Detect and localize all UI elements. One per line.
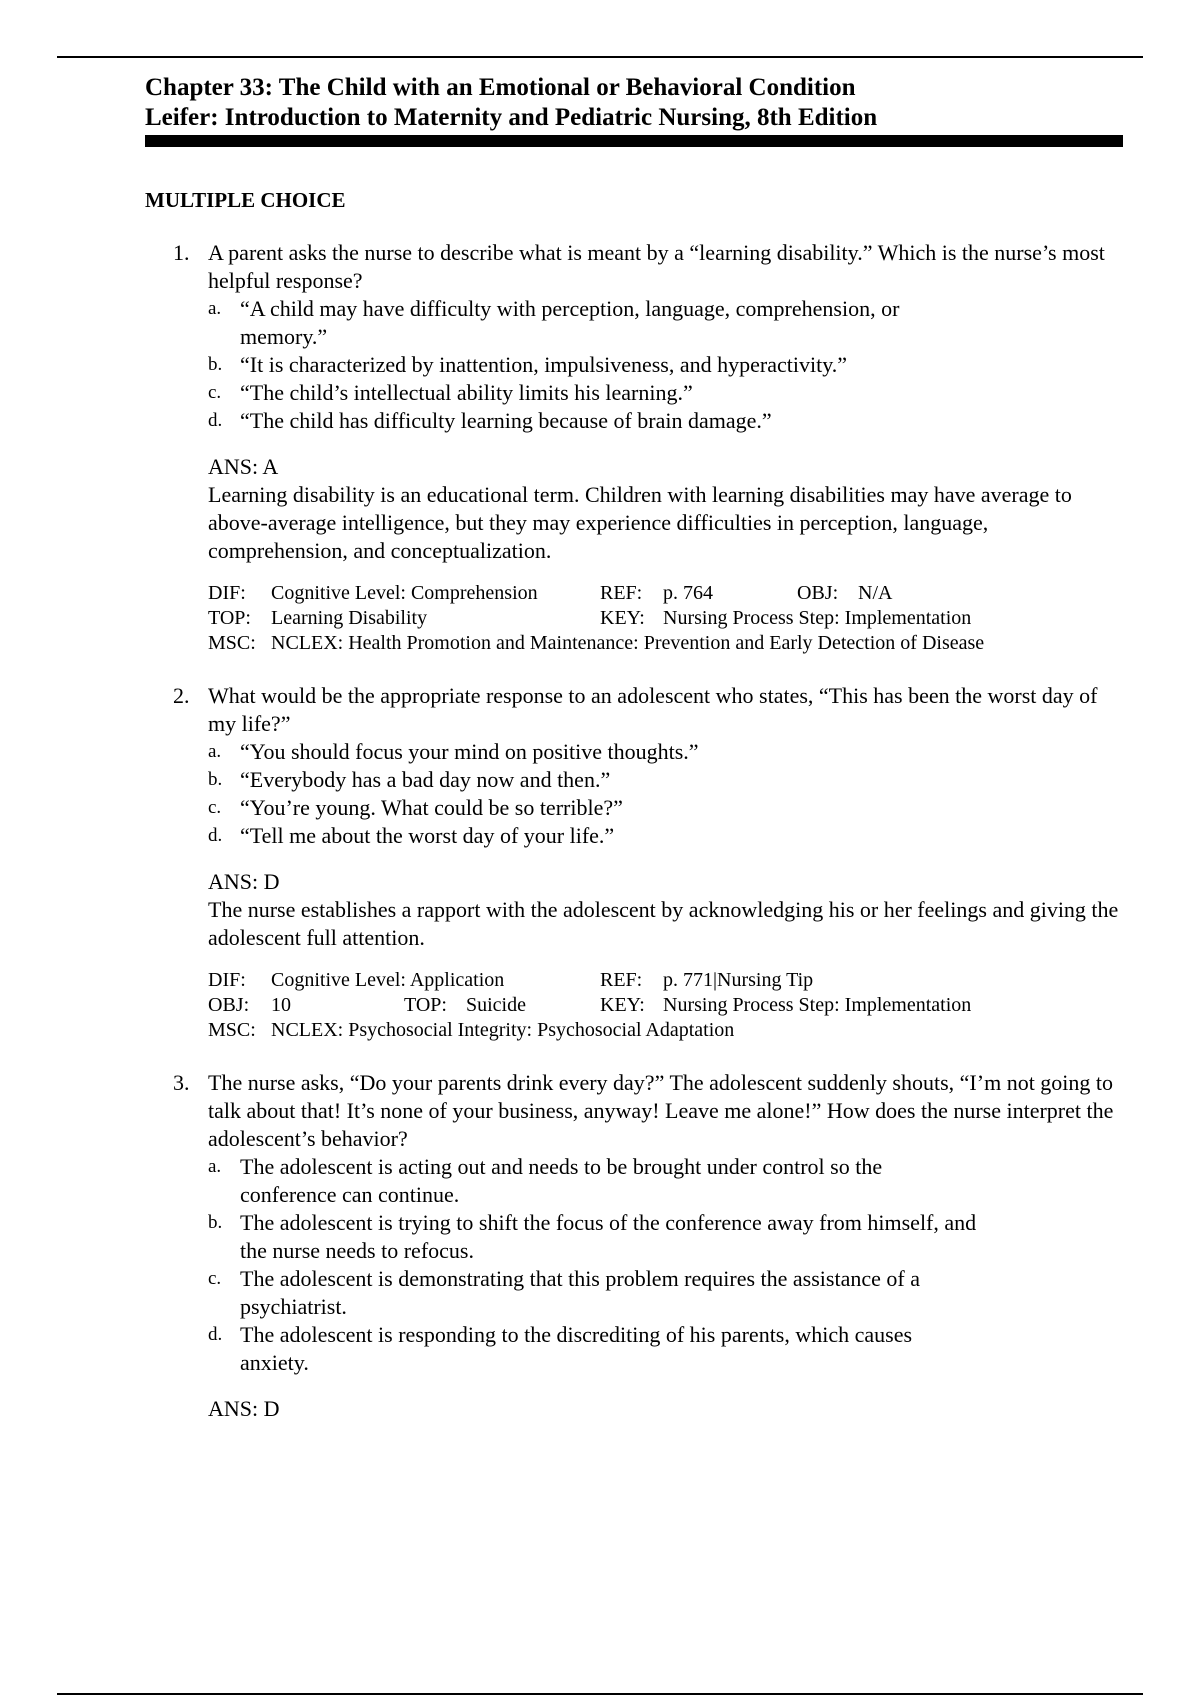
question-3	[145, 1069, 1125, 1423]
question-stem: What would be the appropriate response to an adolescent who states, “This has been the worst day of my life?”	[208, 683, 1098, 736]
option-c	[208, 794, 980, 822]
options-list	[208, 1153, 1125, 1377]
bottom-page-rule	[57, 1693, 1143, 1695]
option-letter: c.	[208, 382, 222, 403]
option-a	[208, 738, 980, 766]
option-text: “Tell me about the worst day of your life.”	[240, 823, 615, 848]
title-underline-bar	[145, 135, 1123, 147]
option-text: “A child may have difficulty with perception, language, comprehension, or memory.”	[240, 296, 900, 349]
ref-label: REF:	[600, 969, 643, 991]
metadata-row	[208, 968, 1125, 993]
option-letter: c.	[208, 1268, 222, 1289]
rationale: The nurse establishes a rapport with the adolescent by acknowledging his or her feelings and giving the adolescent full attention.	[208, 897, 1119, 950]
metadata-block	[208, 968, 1125, 1043]
question-stem: A parent asks the nurse to describe what is meant by a “learning disability.” Which is the nurse’s most helpful response?	[208, 240, 1105, 293]
obj-value: N/A	[858, 582, 893, 604]
ref-value: p. 771|Nursing Tip	[663, 969, 814, 991]
question-1	[145, 239, 1125, 656]
question-stem: The nurse asks, “Do your parents drink every day?” The adolescent suddenly shouts, “I’m not going to talk about that! It’s none of your business, anyway! Leave me alone!” How does the nurse interpret the adolescent’s behavior?	[208, 1070, 1114, 1151]
obj-label: OBJ:	[208, 994, 250, 1016]
obj-value: 10	[271, 994, 291, 1016]
question-2	[145, 682, 1125, 1043]
question-number: 3.	[173, 1070, 190, 1095]
obj-label: OBJ:	[797, 582, 839, 604]
option-letter: b.	[208, 354, 223, 375]
option-text: The adolescent is responding to the discrediting of his parents, which causes anxiety.	[240, 1322, 913, 1375]
option-b	[208, 766, 980, 794]
key-value: Nursing Process Step: Implementation	[663, 994, 972, 1016]
options-list	[208, 295, 1125, 435]
option-c	[208, 1265, 980, 1321]
dif-label: DIF:	[208, 582, 246, 604]
option-text: “The child’s intellectual ability limits his learning.”	[240, 380, 693, 405]
document-page	[145, 73, 1125, 1423]
option-letter: d.	[208, 1324, 223, 1345]
msc-value: NCLEX: Psychosocial Integrity: Psychosocial Adaptation	[271, 1019, 735, 1041]
section-heading: MULTIPLE CHOICE	[145, 188, 346, 212]
option-letter: a.	[208, 741, 222, 762]
option-letter: d.	[208, 825, 223, 846]
metadata-row	[208, 606, 1125, 631]
rationale: Learning disability is an educational term. Children with learning disabilities may have average to above-average intelligence, but they may experience difficulties in perception, language, comprehension, and conceptualization.	[208, 482, 1072, 563]
chapter-title: Chapter 33: The Child with an Emotional or Behavioral Condition	[145, 74, 856, 101]
option-d	[208, 1321, 980, 1377]
option-letter: c.	[208, 797, 222, 818]
answer-key: ANS: A	[208, 454, 279, 479]
top-value: Learning Disability	[271, 607, 428, 629]
option-text: The adolescent is demonstrating that this problem requires the assistance of a psychiatrist.	[240, 1266, 920, 1319]
top-label: TOP:	[404, 994, 447, 1016]
option-d	[208, 407, 980, 435]
option-letter: a.	[208, 1156, 222, 1177]
metadata-row	[208, 631, 1125, 656]
top-page-rule	[57, 56, 1143, 58]
option-d	[208, 822, 980, 850]
msc-value: NCLEX: Health Promotion and Maintenance: Prevention and Early Detection of Disease	[271, 632, 985, 654]
option-a	[208, 295, 980, 351]
ref-value: p. 764	[663, 582, 713, 604]
option-text: “It is characterized by inattention, impulsiveness, and hyperactivity.”	[240, 352, 848, 377]
msc-label: MSC:	[208, 1019, 256, 1041]
metadata-row	[208, 993, 1125, 1018]
top-value: Suicide	[466, 994, 526, 1016]
answer-key: ANS: D	[208, 869, 280, 894]
option-a	[208, 1153, 980, 1209]
option-text: “You’re young. What could be so terrible?”	[240, 795, 623, 820]
key-label: KEY:	[600, 994, 645, 1016]
metadata-row	[208, 1018, 1125, 1043]
dif-value: Cognitive Level: Application	[271, 969, 505, 991]
option-text: “You should focus your mind on positive thoughts.”	[240, 739, 699, 764]
metadata-row	[208, 581, 1125, 606]
metadata-block	[208, 581, 1125, 656]
ref-label: REF:	[600, 582, 643, 604]
dif-value: Cognitive Level: Comprehension	[271, 582, 538, 604]
option-letter: b.	[208, 769, 223, 790]
answer-key: ANS: D	[208, 1396, 280, 1421]
option-text: The adolescent is trying to shift the focus of the conference away from himself, and the nurse needs to refocus.	[240, 1210, 977, 1263]
option-text: “The child has difficulty learning because of brain damage.”	[240, 408, 772, 433]
option-text: The adolescent is acting out and needs to be brought under control so the conference can continue.	[240, 1154, 883, 1207]
option-b	[208, 1209, 980, 1265]
question-number: 1.	[173, 240, 190, 265]
option-letter: b.	[208, 1212, 223, 1233]
question-number: 2.	[173, 683, 190, 708]
dif-label: DIF:	[208, 969, 246, 991]
msc-label: MSC:	[208, 632, 256, 654]
key-label: KEY:	[600, 607, 645, 629]
book-title: Leifer: Introduction to Maternity and Pediatric Nursing, 8th Edition	[145, 104, 878, 131]
option-text: “Everybody has a bad day now and then.”	[240, 767, 611, 792]
option-letter: a.	[208, 298, 222, 319]
option-c	[208, 379, 980, 407]
key-value: Nursing Process Step: Implementation	[663, 607, 972, 629]
options-list	[208, 738, 1125, 850]
option-letter: d.	[208, 410, 223, 431]
top-label: TOP:	[208, 607, 251, 629]
option-b	[208, 351, 980, 379]
